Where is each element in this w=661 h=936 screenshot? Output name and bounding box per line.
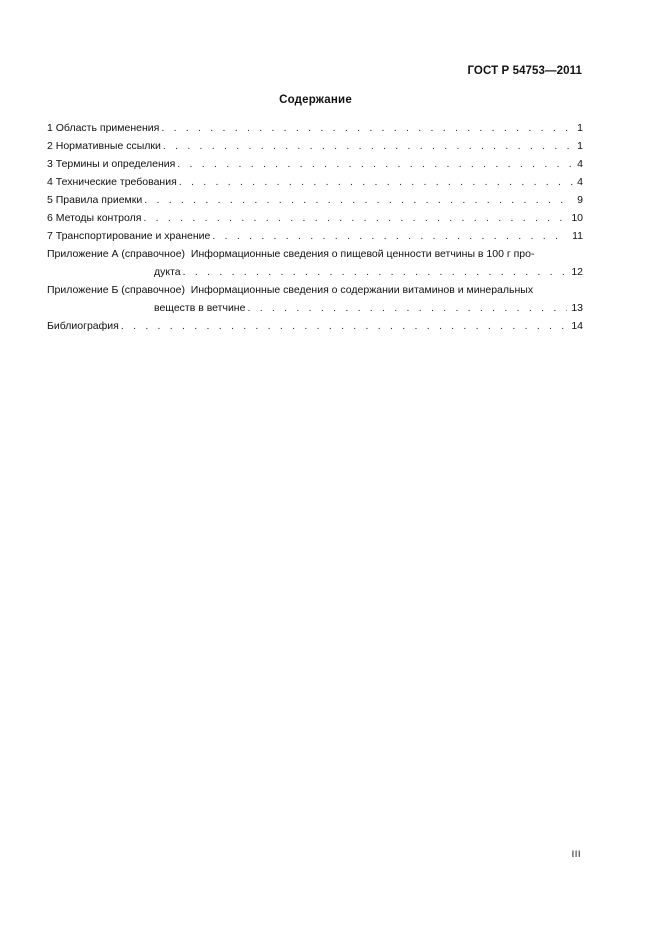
toc-entry[interactable] <box>47 137 583 155</box>
toc-entry[interactable] <box>47 119 583 137</box>
toc-entry-page: 12 <box>571 266 583 278</box>
dot-leader <box>144 191 573 209</box>
toc-entry-page: 11 <box>572 230 583 242</box>
toc-entry-title: 5 Правила приемки <box>47 194 143 206</box>
dot-leader <box>163 137 573 155</box>
appendix-title-line2: дукта <box>154 266 181 278</box>
toc-appendix-a[interactable] <box>47 245 583 281</box>
toc-entry-title: 6 Методы контроля <box>47 212 142 224</box>
appendix-label: Приложение Б (справочное) <box>47 284 185 296</box>
toc-title: Содержание <box>279 94 352 106</box>
toc-entry-title: 7 Транспортирование и хранение <box>47 230 211 242</box>
dot-leader <box>177 155 573 173</box>
dot-leader <box>212 227 568 245</box>
toc-entry-bibliography[interactable] <box>47 317 583 335</box>
appendix-title-line1: Информационные сведения о пищевой ценности ветчины в 100 г про- <box>190 248 535 260</box>
dot-leader <box>121 317 567 335</box>
toc-entry-page: 4 <box>577 176 583 188</box>
appendix-heading <box>47 245 583 263</box>
toc-entry-title: 4 Технические требования <box>47 176 177 188</box>
toc-entry-title: Библиография <box>47 320 119 332</box>
toc-entry[interactable] <box>47 209 583 227</box>
toc-entry-page: 13 <box>571 302 583 314</box>
appendix-label: Приложение А (справочное) <box>47 248 186 260</box>
dot-leader <box>183 263 568 281</box>
dot-leader <box>247 299 567 317</box>
appendix-continuation <box>154 263 583 281</box>
table-of-contents <box>47 119 583 335</box>
dot-leader <box>143 209 567 227</box>
toc-entry[interactable] <box>47 227 583 245</box>
toc-entry-page: 9 <box>577 194 583 206</box>
toc-entry-page: 14 <box>571 320 583 332</box>
toc-appendix-b[interactable] <box>47 281 583 317</box>
appendix-continuation <box>154 299 583 317</box>
toc-entry[interactable] <box>47 173 583 191</box>
toc-entry-page: 10 <box>571 212 583 224</box>
page-folio: III <box>571 849 581 860</box>
appendix-heading <box>47 281 583 299</box>
toc-entry-page: 1 <box>577 140 583 152</box>
appendix-title-line2: веществ в ветчине <box>154 302 246 314</box>
toc-entry-page: 4 <box>577 158 583 170</box>
toc-entry-page: 1 <box>577 122 583 134</box>
toc-entry-title: 2 Нормативные ссылки <box>47 140 161 152</box>
toc-entry-title: 3 Термины и определения <box>47 158 176 170</box>
toc-entry[interactable] <box>47 191 583 209</box>
dot-leader <box>179 173 573 191</box>
appendix-title-line1: Информационные сведения о содержании витаминов и минеральных <box>190 284 534 296</box>
toc-entry-title: 1 Область применения <box>47 122 160 134</box>
standard-number: ГОСТ Р 54753—2011 <box>467 65 582 77</box>
toc-entry[interactable] <box>47 155 583 173</box>
dot-leader <box>161 119 573 137</box>
